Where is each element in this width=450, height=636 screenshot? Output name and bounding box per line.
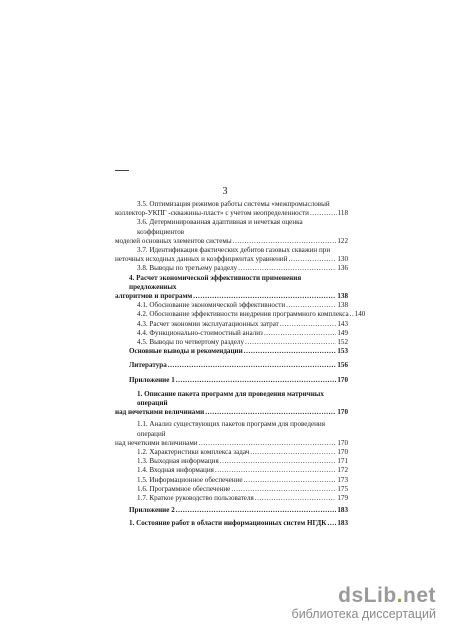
dot-leader — [168, 361, 337, 370]
dot-leader — [286, 301, 336, 310]
toc-entry-3-7 — [115, 246, 348, 264]
toc-page-number: 183 — [337, 518, 348, 527]
toc-page-number: 143 — [337, 319, 348, 328]
toc-page-number: 173 — [337, 475, 348, 484]
logo-tld: net — [403, 584, 436, 607]
toc-entry-text: Приложение 2 — [129, 506, 175, 515]
toc-entry-4-5 — [115, 338, 348, 347]
toc-entry-a1-1-4 — [115, 466, 348, 475]
toc-entry-text: над нечеткими величинами — [115, 438, 198, 447]
toc-entry-text: 1. Описание пакета программ для проведения матричных операций — [137, 389, 324, 408]
toc-entry-appendix-2 — [115, 506, 348, 515]
toc-entry-a1-1-2 — [115, 448, 348, 457]
toc-entry-a2-1 — [115, 519, 348, 528]
logo-dot: . — [396, 584, 403, 607]
dslib-logo — [292, 585, 436, 607]
table-of-contents — [115, 200, 366, 528]
toc-entry-text: 1.3. Выходная информация — [137, 457, 219, 466]
dot-leader — [244, 347, 337, 356]
toc-entry-text: моделей основных элементов системы — [115, 236, 232, 245]
toc-entry-text: неточных исходных данных и коэффициентах уравнений — [115, 255, 288, 264]
toc-entry-text: алгоритмов и программ — [115, 292, 193, 301]
dot-leader — [264, 329, 337, 338]
toc-entry-4-1 — [115, 301, 348, 310]
toc-entry-text: 4.5. Выводы по четвертому разделу — [137, 338, 244, 347]
toc-entry-text: 1.5. Информационное обеспечение — [137, 475, 243, 484]
dot-leader — [205, 408, 336, 417]
toc-entry-3-5 — [115, 200, 348, 218]
toc-page-number: 152 — [337, 338, 348, 347]
toc-entry-text: 4.1. Обоснование экономической эффективности — [137, 301, 286, 310]
toc-entry-a1-1-5 — [115, 476, 348, 485]
toc-entry-text: 3.7. Идентификация фактических дебитов газовых скважин при — [137, 246, 331, 255]
dot-leader — [350, 310, 354, 319]
toc-entry-a1-1 — [115, 390, 348, 418]
toc-page-number: 170 — [337, 438, 348, 447]
dot-leader — [199, 439, 337, 448]
logo-main: dsLib — [338, 584, 397, 607]
toc-page-number: 122 — [337, 236, 348, 245]
dot-leader — [245, 338, 336, 347]
dslib-watermark — [292, 585, 436, 622]
toc-entry-text: 4.4. Функционально-стоимостный анализ — [137, 328, 263, 337]
toc-entry-text: 3.8. Выводы по третьему разделу — [137, 264, 238, 273]
toc-entry-text: 1. Состояние работ в области информационных систем НГДК — [129, 518, 327, 527]
toc-entry-a1-1-7 — [115, 494, 348, 503]
toc-entry-text: Основные выводы и рекомендации — [129, 347, 243, 356]
dot-leader — [255, 494, 337, 503]
toc-entry-text: Литература — [129, 361, 167, 370]
toc-page-number: 171 — [337, 457, 348, 466]
toc-page-number: 172 — [337, 466, 348, 475]
dot-leader — [250, 448, 336, 457]
toc-page-number: 118 — [337, 209, 348, 218]
toc-page-number: 179 — [337, 494, 348, 503]
toc-entry-text: 4.3. Расчет экономии эксплуатационных затрат — [137, 319, 279, 328]
toc-page-number: 149 — [337, 328, 348, 337]
dot-leader — [193, 292, 336, 301]
toc-entry-text: 1.2. Характеристики комплекса задач — [137, 448, 250, 457]
toc-page-number: 170 — [337, 375, 348, 384]
toc-entry-4-4 — [115, 329, 348, 338]
dot-leader — [280, 320, 337, 329]
toc-entry-text: 4.2. Обоснование эффективности внедрения программного комплекса — [137, 310, 349, 319]
toc-page-number: 170 — [337, 408, 348, 417]
toc-page-number: 136 — [337, 264, 348, 273]
toc-page-number: 170 — [337, 448, 348, 457]
dot-leader — [327, 519, 336, 528]
dot-leader — [176, 506, 337, 515]
dot-leader — [215, 466, 336, 475]
dslib-subtitle: библиотека диссертаций — [291, 607, 436, 621]
toc-page-number: 130 — [337, 255, 348, 264]
toc-entry-text: 1.1. Анализ существующих пакетов программ для проведения операций — [137, 420, 325, 438]
toc-page-number: 156 — [337, 361, 348, 370]
toc-entry-conclusions — [115, 347, 348, 356]
dot-leader — [176, 376, 337, 385]
corner-mark — [115, 170, 129, 171]
toc-entry-a1-1-3 — [115, 457, 348, 466]
dot-leader — [233, 237, 337, 246]
toc-entry-text: 1.7. Краткое руководство пользователя — [137, 494, 254, 503]
toc-page-number: 175 — [337, 484, 348, 493]
toc-page-number: 140 — [354, 310, 366, 319]
dot-leader — [244, 476, 337, 485]
toc-entry-text: Приложение 1 — [129, 375, 175, 384]
dot-leader — [289, 255, 337, 264]
toc-page-number: 183 — [337, 506, 348, 515]
toc-page-number: 138 — [337, 301, 348, 310]
toc-entry-appendix-1 — [115, 376, 348, 385]
toc-entry-text: коллектор-УКПГ -скважины-пласт» с учетом неопределенности — [115, 209, 309, 218]
toc-page-number: 153 — [337, 347, 348, 356]
page-number: 3 — [222, 186, 228, 197]
dot-leader — [238, 264, 336, 273]
toc-entry-text: 3.6. Детерминированная адаптивная и нечеткая оценка коэффициентов — [137, 218, 303, 236]
toc-entry-4-3 — [115, 320, 348, 329]
toc-entry-text: 1.4. Входная информация — [137, 466, 214, 475]
toc-entry-literature — [115, 361, 348, 370]
toc-entry-4-2 — [115, 310, 366, 319]
dot-leader — [220, 457, 337, 466]
toc-entry-text: над нечеткими величинами — [115, 408, 205, 417]
toc-entry-text: 3.5. Оптимизация режимов работы системы «межпромысловый — [137, 200, 330, 208]
dot-leader — [310, 209, 337, 218]
toc-entry-text: 4. Расчет экономической эффективности применения предложенных — [129, 273, 302, 291]
toc-entry-a1-1-6 — [115, 485, 348, 494]
toc-entry-3-8 — [115, 264, 348, 273]
toc-entry-text: 1.6. Программное обеспечение — [137, 484, 231, 493]
toc-entry-a1-1-1 — [115, 420, 348, 448]
toc-entry-3-6 — [115, 218, 348, 246]
toc-entry-4 — [115, 274, 348, 302]
toc-page-number: 138 — [337, 292, 348, 301]
dot-leader — [231, 485, 336, 494]
